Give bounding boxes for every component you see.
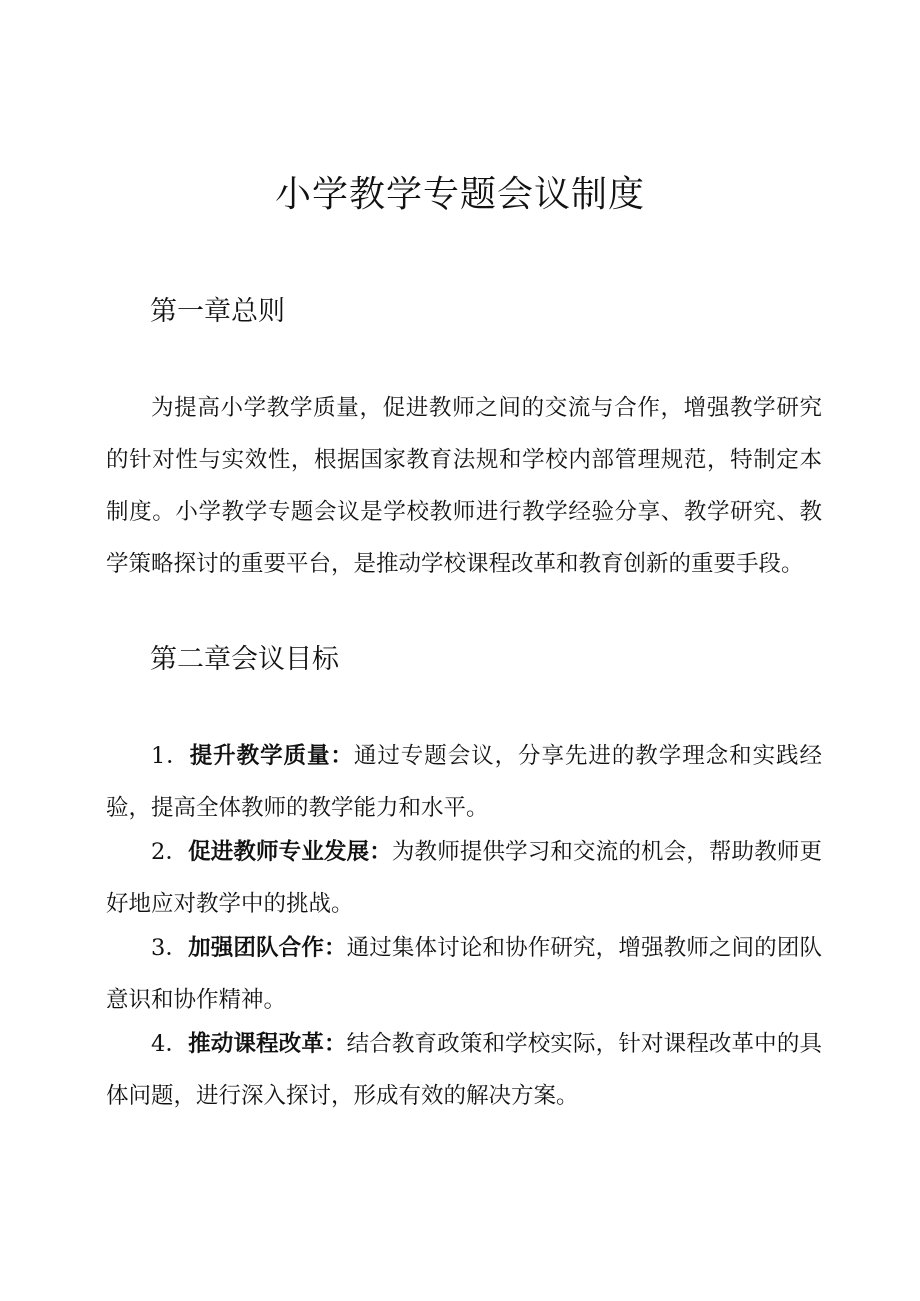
goal-2-number: 2． xyxy=(151,839,189,865)
goal-item-4 xyxy=(106,1018,822,1122)
goal-1-number: 1． xyxy=(151,743,190,769)
goal-4-number: 4． xyxy=(151,1031,189,1057)
goal-1-lead: 提升教学质量： xyxy=(189,743,354,769)
goal-2-text: 为教师提供学习和交流的机会，帮助教师更好地应对教学中的挑战。 xyxy=(106,839,822,917)
goal-3-number: 3． xyxy=(151,935,189,961)
chapter-1-paragraph: 为提高小学教学质量，促进教师之间的交流与合作，增强教学研究的针对性与实效性，根据国家教育法规和学校内部管理规范，特制定本制度。小学教学专题会议是学校教师进行教学经验分享、教学研究、教学策略探讨的重要平台，是推动学校课程改革和教育创新的重要手段。 xyxy=(106,395,822,577)
goal-item-1 xyxy=(106,730,822,834)
goal-item-3 xyxy=(106,922,822,1026)
goal-item-2 xyxy=(106,826,822,930)
document-title: 小学教学专题会议制度 xyxy=(274,174,645,215)
goal-3-text: 通过集体讨论和协作研究，增强教师之间的团队意识和协作精神。 xyxy=(106,935,822,1013)
chapter-2-heading: 第二章会议目标 xyxy=(150,644,339,675)
goal-1-text: 通过专题会议，分享先进的教学理念和实践经验，提高全体教师的教学能力和水平。 xyxy=(106,743,822,821)
goal-2-lead: 促进教师专业发展： xyxy=(188,839,392,865)
chapter-1-heading: 第一章总则 xyxy=(150,296,285,327)
goal-3-lead: 加强团队合作： xyxy=(188,935,347,961)
goal-4-lead: 推动课程改革： xyxy=(188,1031,347,1057)
goal-4-text: 结合教育政策和学校实际，针对课程改革中的具体问题，进行深入探讨，形成有效的解决方案。 xyxy=(106,1031,822,1109)
